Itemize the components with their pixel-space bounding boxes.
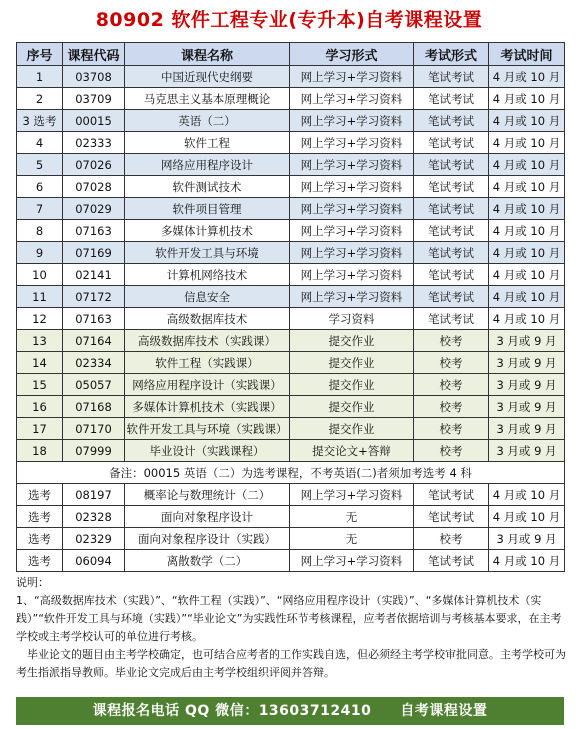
cell-time: 4 月或 10 月 bbox=[489, 132, 565, 154]
table-note-row bbox=[17, 462, 565, 484]
table-row bbox=[17, 132, 565, 154]
cell-exam: 校考 bbox=[414, 528, 489, 550]
table-row bbox=[17, 66, 565, 88]
cell-time: 4 月或 10 月 bbox=[489, 264, 565, 286]
cell-name: 高级数据库技术（实践课） bbox=[125, 330, 290, 352]
cell-exam: 笔试考试 bbox=[414, 220, 489, 242]
header-code: 课程代码 bbox=[63, 43, 125, 66]
cell-time: 3 月或 9 月 bbox=[489, 352, 565, 374]
cell-no: 6 bbox=[17, 176, 63, 198]
cell-exam: 笔试考试 bbox=[414, 154, 489, 176]
cell-exam: 笔试考试 bbox=[414, 308, 489, 330]
cell-exam: 笔试考试 bbox=[414, 132, 489, 154]
notes-paragraph-2: 毕业论文的题目由主考学校确定，也可结合应考者的工作实践自选，但必须经主考学校审批同意。主考学校可为考生指派指导教师。毕业论文完成后由主考学校组织评阅并答辩。 bbox=[16, 648, 566, 679]
cell-time: 4 月或 10 月 bbox=[489, 66, 565, 88]
cell-no: 选考 bbox=[17, 506, 63, 528]
cell-name: 中国近现代史纲要 bbox=[125, 66, 290, 88]
cell-code: 07170 bbox=[63, 418, 125, 440]
cell-code: 07163 bbox=[63, 220, 125, 242]
cell-no: 选考 bbox=[17, 528, 63, 550]
page-title: 80902 软件工程专业(专升本)自考课程设置 bbox=[95, 9, 483, 31]
cell-name: 面向对象程序设计 bbox=[125, 506, 290, 528]
table-row bbox=[17, 154, 565, 176]
header-time: 考试时间 bbox=[489, 43, 565, 66]
cell-name: 多媒体计算机技术 bbox=[125, 220, 290, 242]
cell-mode: 提交作业 bbox=[290, 418, 414, 440]
cell-time: 3 月或 9 月 bbox=[489, 330, 565, 352]
table-row bbox=[17, 88, 565, 110]
cell-exam: 笔试考试 bbox=[414, 242, 489, 264]
cell-code: 07169 bbox=[63, 242, 125, 264]
course-table bbox=[16, 42, 565, 572]
cell-mode: 网上学习+学习资料 bbox=[290, 154, 414, 176]
cell-mode: 无 bbox=[290, 506, 414, 528]
table-row bbox=[17, 330, 565, 352]
cell-mode: 网上学习+学习资料 bbox=[290, 264, 414, 286]
contact-banner: 课程报名电话 QQ 微信：13603712410 自考课程设置 bbox=[16, 697, 564, 725]
cell-code: 07164 bbox=[63, 330, 125, 352]
cell-no: 10 bbox=[17, 264, 63, 286]
cell-name: 马克思主义基本原理概论 bbox=[125, 88, 290, 110]
cell-exam: 校考 bbox=[414, 396, 489, 418]
cell-no: 5 bbox=[17, 154, 63, 176]
cell-mode: 提交作业 bbox=[290, 396, 414, 418]
cell-mode: 网上学习+学习资料 bbox=[290, 286, 414, 308]
table-row bbox=[17, 440, 565, 462]
cell-exam: 笔试考试 bbox=[414, 176, 489, 198]
cell-code: 00015 bbox=[63, 110, 125, 132]
cell-exam: 笔试考试 bbox=[414, 88, 489, 110]
cell-mode: 提交作业 bbox=[290, 352, 414, 374]
cell-exam: 校考 bbox=[414, 418, 489, 440]
cell-time: 3 月或 9 月 bbox=[489, 418, 565, 440]
cell-exam: 笔试考试 bbox=[414, 484, 489, 506]
cell-time: 4 月或 10 月 bbox=[489, 506, 565, 528]
cell-exam: 校考 bbox=[414, 374, 489, 396]
table-note: 备注：00015 英语（二）为选考课程，不考英语(二)者须加考选考 4 科 bbox=[17, 462, 565, 484]
cell-code: 07163 bbox=[63, 308, 125, 330]
cell-no: 选考 bbox=[17, 484, 63, 506]
cell-name: 面向对象程序设计（实践） bbox=[125, 528, 290, 550]
cell-name: 信息安全 bbox=[125, 286, 290, 308]
cell-code: 07999 bbox=[63, 440, 125, 462]
cell-name: 离散数学（二） bbox=[125, 550, 290, 572]
header-name: 课程名称 bbox=[125, 43, 290, 66]
cell-code: 07028 bbox=[63, 176, 125, 198]
cell-exam: 笔试考试 bbox=[414, 198, 489, 220]
cell-time: 3 月或 9 月 bbox=[489, 396, 565, 418]
cell-code: 06094 bbox=[63, 550, 125, 572]
cell-time: 4 月或 10 月 bbox=[489, 484, 565, 506]
cell-no: 9 bbox=[17, 242, 63, 264]
cell-time: 4 月或 10 月 bbox=[489, 88, 565, 110]
cell-time: 3 月或 9 月 bbox=[489, 374, 565, 396]
table-row bbox=[17, 396, 565, 418]
cell-no: 14 bbox=[17, 352, 63, 374]
cell-no: 7 bbox=[17, 198, 63, 220]
cell-mode: 提交论文+答辩 bbox=[290, 440, 414, 462]
cell-mode: 提交作业 bbox=[290, 330, 414, 352]
cell-name: 软件工程（实践课） bbox=[125, 352, 290, 374]
cell-mode: 网上学习+学习资料 bbox=[290, 176, 414, 198]
cell-name: 网络应用程序设计 bbox=[125, 154, 290, 176]
cell-mode: 网上学习+学习资料 bbox=[290, 88, 414, 110]
cell-name: 软件开发工具与环境 bbox=[125, 242, 290, 264]
cell-mode: 网上学习+学习资料 bbox=[290, 110, 414, 132]
cell-no: 18 bbox=[17, 440, 63, 462]
cell-time: 4 月或 10 月 bbox=[489, 242, 565, 264]
table-row bbox=[17, 308, 565, 330]
cell-no: 11 bbox=[17, 286, 63, 308]
cell-code: 08197 bbox=[63, 484, 125, 506]
cell-exam: 笔试考试 bbox=[414, 66, 489, 88]
cell-mode: 提交作业 bbox=[290, 374, 414, 396]
cell-code: 07172 bbox=[63, 286, 125, 308]
header-no: 序号 bbox=[17, 43, 63, 66]
table-row bbox=[17, 220, 565, 242]
table-row bbox=[17, 264, 565, 286]
notes-section bbox=[16, 574, 568, 682]
cell-mode: 网上学习+学习资料 bbox=[290, 198, 414, 220]
cell-mode: 网上学习+学习资料 bbox=[290, 220, 414, 242]
table-row bbox=[17, 550, 565, 572]
cell-name: 软件测试技术 bbox=[125, 176, 290, 198]
cell-exam: 笔试考试 bbox=[414, 550, 489, 572]
table-row bbox=[17, 176, 565, 198]
cell-name: 毕业设计（实践课程） bbox=[125, 440, 290, 462]
cell-name: 高级数据库技术 bbox=[125, 308, 290, 330]
cell-time: 4 月或 10 月 bbox=[489, 154, 565, 176]
cell-name: 计算机网络技术 bbox=[125, 264, 290, 286]
cell-exam: 校考 bbox=[414, 440, 489, 462]
cell-no: 3 选考 bbox=[17, 110, 63, 132]
cell-time: 3 月或 9 月 bbox=[489, 528, 565, 550]
cell-no: 16 bbox=[17, 396, 63, 418]
cell-no: 12 bbox=[17, 308, 63, 330]
table-row bbox=[17, 528, 565, 550]
cell-exam: 笔试考试 bbox=[414, 264, 489, 286]
cell-no: 8 bbox=[17, 220, 63, 242]
cell-time: 4 月或 10 月 bbox=[489, 308, 565, 330]
cell-mode: 网上学习+学习资料 bbox=[290, 132, 414, 154]
table-row bbox=[17, 198, 565, 220]
cell-time: 4 月或 10 月 bbox=[489, 110, 565, 132]
table-row bbox=[17, 242, 565, 264]
table-row bbox=[17, 484, 565, 506]
cell-no: 1 bbox=[17, 66, 63, 88]
table-row bbox=[17, 286, 565, 308]
table-row bbox=[17, 110, 565, 132]
cell-code: 07026 bbox=[63, 154, 125, 176]
cell-no: 2 bbox=[17, 88, 63, 110]
cell-code: 02328 bbox=[63, 506, 125, 528]
cell-mode: 无 bbox=[290, 528, 414, 550]
cell-exam: 校考 bbox=[414, 352, 489, 374]
cell-code: 02141 bbox=[63, 264, 125, 286]
cell-mode: 学习资料 bbox=[290, 308, 414, 330]
cell-time: 4 月或 10 月 bbox=[489, 550, 565, 572]
cell-no: 15 bbox=[17, 374, 63, 396]
table-row bbox=[17, 374, 565, 396]
cell-code: 05057 bbox=[63, 374, 125, 396]
cell-no: 13 bbox=[17, 330, 63, 352]
table-row bbox=[17, 506, 565, 528]
cell-name: 概率论与数理统计（二） bbox=[125, 484, 290, 506]
cell-name: 多媒体计算机技术（实践课） bbox=[125, 396, 290, 418]
cell-code: 02333 bbox=[63, 132, 125, 154]
cell-mode: 网上学习+学习资料 bbox=[290, 242, 414, 264]
table-row bbox=[17, 418, 565, 440]
header-mode: 学习形式 bbox=[290, 43, 414, 66]
table-row bbox=[17, 352, 565, 374]
cell-code: 07168 bbox=[63, 396, 125, 418]
cell-no: 选考 bbox=[17, 550, 63, 572]
cell-no: 4 bbox=[17, 132, 63, 154]
table-header-row bbox=[17, 43, 565, 66]
notes-heading: 说明： bbox=[16, 576, 49, 589]
cell-name: 软件开发工具与环境（实践课） bbox=[125, 418, 290, 440]
cell-time: 4 月或 10 月 bbox=[489, 176, 565, 198]
cell-code: 03708 bbox=[63, 66, 125, 88]
cell-mode: 网上学习+学习资料 bbox=[290, 550, 414, 572]
cell-mode: 网上学习+学习资料 bbox=[290, 66, 414, 88]
notes-paragraph-1: 1、“高级数据库技术（实践）”、“软件工程（实践）”、“网络应用程序设计（实践）”、“多媒体计算机技术（实践）”“软件开发工具与环境（实践）”“毕业论文”为实践性环节考核课程，应考者依据培训与考核基本要求，在主考学校或主考学校认可的单位进行考核。 bbox=[16, 594, 562, 643]
cell-name: 软件项目管理 bbox=[125, 198, 290, 220]
cell-exam: 笔试考试 bbox=[414, 506, 489, 528]
cell-code: 02329 bbox=[63, 528, 125, 550]
cell-mode: 网上学习+学习资料 bbox=[290, 484, 414, 506]
cell-time: 3 月或 9 月 bbox=[489, 440, 565, 462]
cell-exam: 笔试考试 bbox=[414, 286, 489, 308]
cell-exam: 校考 bbox=[414, 330, 489, 352]
cell-code: 03709 bbox=[63, 88, 125, 110]
header-exam: 考试形式 bbox=[414, 43, 489, 66]
cell-time: 4 月或 10 月 bbox=[489, 198, 565, 220]
cell-time: 4 月或 10 月 bbox=[489, 286, 565, 308]
cell-name: 英语（二） bbox=[125, 110, 290, 132]
cell-name: 软件工程 bbox=[125, 132, 290, 154]
cell-name: 网络应用程序设计（实践课） bbox=[125, 374, 290, 396]
cell-code: 07029 bbox=[63, 198, 125, 220]
cell-code: 02334 bbox=[63, 352, 125, 374]
cell-exam: 笔试考试 bbox=[414, 110, 489, 132]
cell-no: 17 bbox=[17, 418, 63, 440]
cell-time: 4 月或 10 月 bbox=[489, 220, 565, 242]
